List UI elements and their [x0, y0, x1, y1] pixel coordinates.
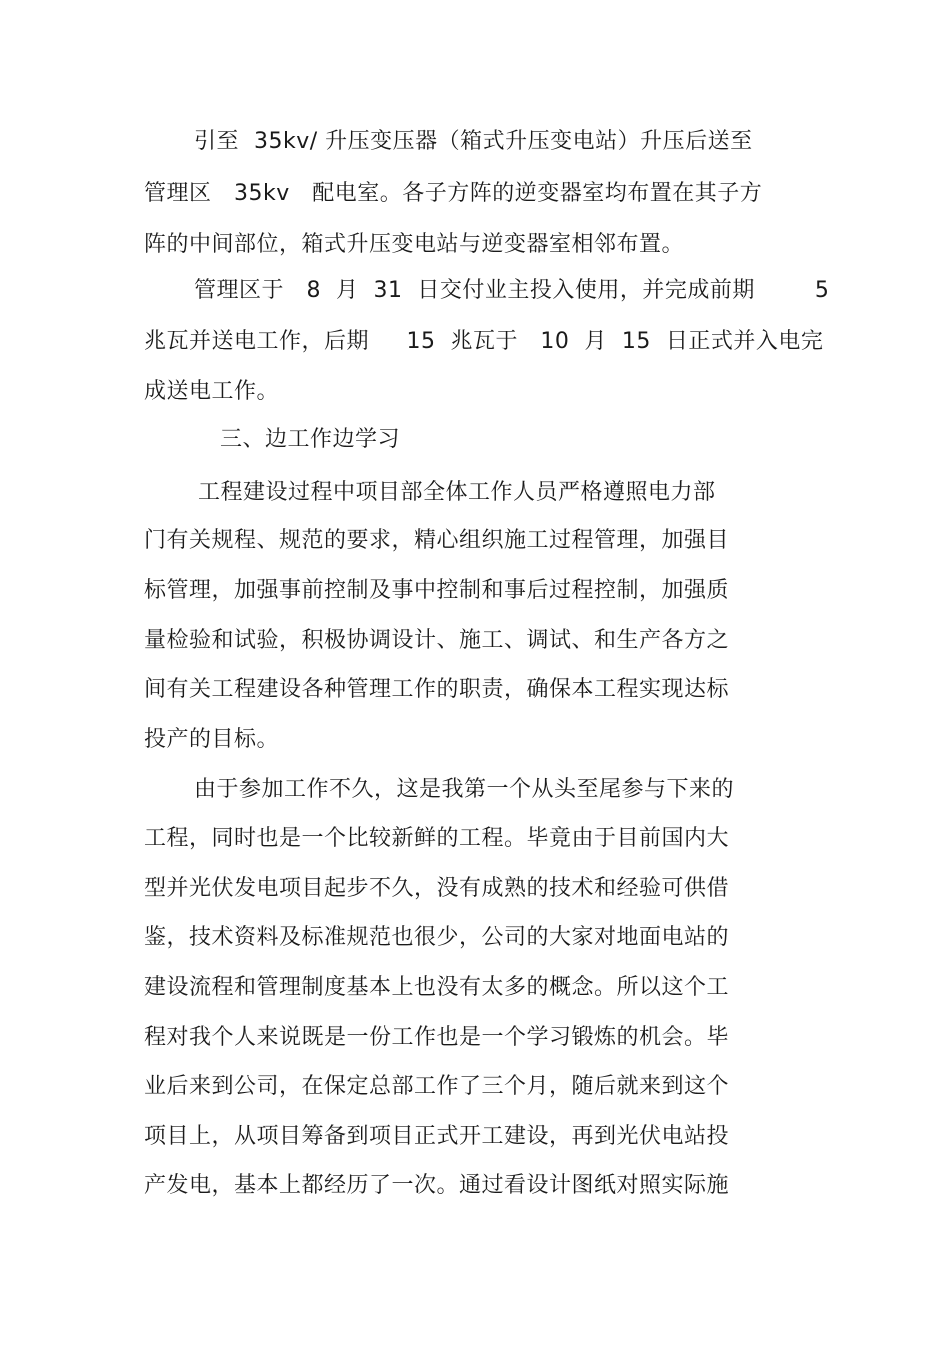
text-line: 工程，同时也是一个比较新鲜的工程。毕竟由于目前国内大	[144, 826, 730, 851]
text-line: 业后来到公司，在保定总部工作了三个月，随后就来到这个	[144, 1074, 730, 1099]
section-heading: 三、边工作边学习	[220, 427, 401, 452]
text-line: 门有关规程、规范的要求，精心组织施工过程管理，加强目	[144, 528, 730, 553]
text-line: 兆瓦并送电工作，后期 15 兆瓦于 10 月 15 日正式并入电完	[144, 329, 824, 354]
text-line: 鉴，技术资料及标准规范也很少，公司的大家对地面电站的	[144, 925, 730, 950]
text-line: 管理区 35kv 配电室。各子方阵的逆变器室均布置在其子方	[144, 181, 763, 206]
text-line: 项目上，从项目筹备到项目正式开工建设，再到光伏电站投	[144, 1124, 730, 1149]
text-line: 投产的目标。	[144, 727, 280, 752]
text-line: 工程建设过程中项目部全体工作人员严格遵照电力部	[198, 480, 716, 505]
text-line: 程对我个人来说既是一份工作也是一个学习锻炼的机会。毕	[144, 1025, 730, 1050]
text-line: 量检验和试验，积极协调设计、施工、调试、和生产各方之	[144, 628, 730, 653]
text-line: 型并光伏发电项目起步不久，没有成熟的技术和经验可供借	[144, 876, 730, 901]
text-line: 引至 35kv/ 升压变压器（箱式升压变电站）升压后送至	[194, 129, 753, 154]
text-line: 管理区于 8 月 31 日交付业主投入使用，并完成前期 5	[194, 278, 830, 303]
text-line: 间有关工程建设各种管理工作的职责，确保本工程实现达标	[144, 677, 730, 702]
text-line: 标管理，加强事前控制及事中控制和事后过程控制，加强质	[144, 578, 730, 603]
text-line: 产发电，基本上都经历了一次。通过看设计图纸对照实际施	[144, 1173, 730, 1198]
text-line: 建设流程和管理制度基本上也没有太多的概念。所以这个工	[144, 975, 730, 1000]
text-line: 由于参加工作不久，这是我第一个从头至尾参与下来的	[194, 777, 735, 802]
text-line: 成送电工作。	[144, 379, 280, 404]
text-line: 阵的中间部位，箱式升压变电站与逆变器室相邻布置。	[144, 232, 685, 257]
